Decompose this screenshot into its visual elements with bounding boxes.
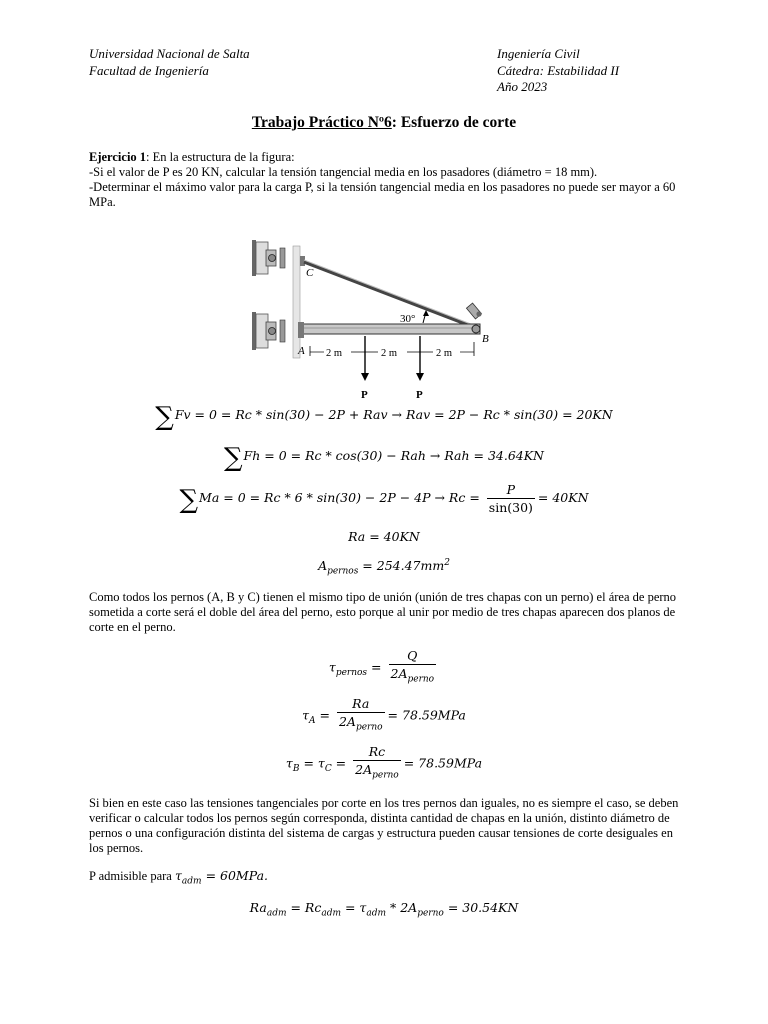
dimension-2: 2 m (381, 348, 398, 359)
load-label-2: P (416, 389, 423, 401)
fraction-rc: $\frac{P}{\sin(30)}$ (488, 482, 533, 515)
exercise-line-2: -Determinar el máximo valor para la carga P, si la tensión tangencial media en los pasadores no puede ser mayor a 60 MPa. (89, 180, 676, 209)
pin-b (472, 325, 480, 333)
beam-ab (302, 324, 480, 334)
load-label-1: P (361, 389, 368, 401)
equation-sum-fv: ∑Fv = 0 = Rc * sin(30) − 2P + Rav → Rav = 2P − Rc * sin(30) = 20KN (155, 402, 613, 432)
equation-tau-b-c: $\tau_B = \tau_C$ = $\frac{Rc}{2A_{perno}}$ = 78.59MPa (285, 744, 483, 781)
label-b: B (482, 333, 489, 345)
paragraph-note: Si bien en este caso las tensiones tangenciales por corte en los tres pernos dan iguales, no es siempre el caso, se deben verificar o calcular todos los pernos según corresponda, distinta cantidad de chapas en la unión, distinto diámetro de pernos o una configuración distinta del sistema de cargas y estructura pueden causar tensiones de corte desiguales en los pernos. (89, 796, 679, 855)
dimension-3: 2 m (436, 348, 453, 359)
faculty-name: Facultad de Ingeniería (89, 62, 209, 78)
title-rest: : Esfuerzo de corte (391, 114, 517, 131)
equation-sum-ma: ∑Ma = 0 = Rc * 6 * sin(30) − 2P − 4P → Rc = $\frac{P}{\sin(30)}$ = 40KN (179, 482, 589, 515)
equation-area-pernos: $A_{pernos} = 254.47mm^2$ (318, 558, 450, 577)
course-name: Cátedra: Estabilidad II (497, 62, 620, 78)
university-name: Universidad Nacional de Salta (89, 46, 250, 61)
page-title (0, 114, 768, 132)
header-left (89, 46, 250, 79)
paragraph-double-shear: Como todos los pernos (A, B y C) tienen el mismo tipo de unión (unión de tres chapas con un perno) el área de perno sometida a corte será el doble del área del perno, esto porque al unir por medio de tres chapas aparecen dos planos de corte en el perno. (89, 590, 677, 634)
year: Año 2023 (497, 79, 548, 94)
label-a: A (298, 345, 305, 357)
equation-tau-pernos: $\tau_{pernos}$ = $\frac{Q}{2A_{perno}}$ (328, 648, 435, 685)
upper-support (252, 240, 285, 276)
clevis-b (466, 303, 481, 319)
lower-support (252, 312, 285, 350)
title-underlined: Trabajo Práctico Nº6 (251, 114, 392, 131)
equation-ra: Ra = 40KN (348, 529, 420, 544)
dimension-1: 2 m (326, 348, 343, 359)
exercise-statement (89, 150, 679, 210)
rod-cb (304, 262, 476, 328)
equation-sum-fh: ∑Fh = 0 = Rc * cos(30) − Rah → Rah = 34.64KN (223, 443, 544, 473)
paragraph-admissible: P admisible para $\tau_{adm} = 60MPa$. (89, 868, 268, 887)
exercise-label: Ejercicio 1 (89, 150, 147, 164)
equation-tau-a: $\tau_A$ = $\frac{Ra}{2A_{perno}}$ = 78.59MPa (302, 696, 466, 733)
label-c: C (306, 267, 314, 279)
career-name: Ingeniería Civil (497, 46, 580, 61)
header-right (497, 46, 619, 96)
angle-label: 30° (400, 313, 416, 325)
wall (293, 246, 300, 358)
exercise-intro: : En la estructura de la figura: (146, 150, 295, 164)
equation-admissible: $Ra_{adm} = Rc_{adm} = \tau_{adm} * 2A_{perno} = 30.54KN$ (249, 900, 519, 919)
exercise-line-1: -Si el valor de P es 20 KN, calcular la tensión tangencial media en los pasadores (diámetro = 18 mm). (89, 165, 598, 179)
structure-figure (238, 228, 498, 403)
